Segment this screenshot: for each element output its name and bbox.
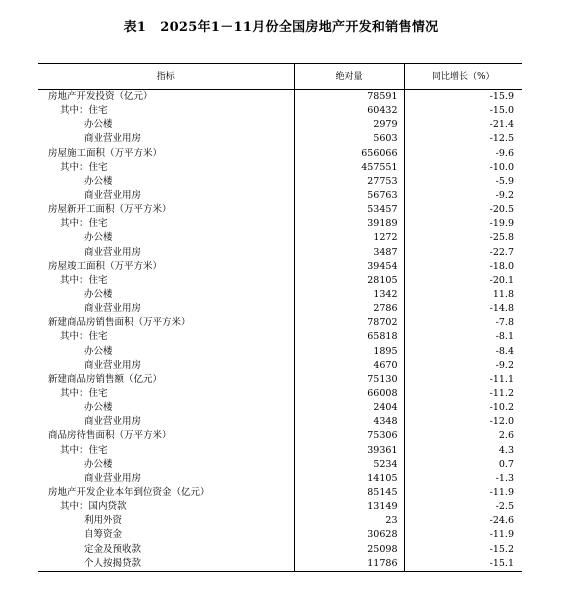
indicator-label-wrap	[48, 500, 127, 514]
row-indicator	[38, 557, 294, 572]
indicator-label: 住宅	[88, 444, 108, 456]
row-indicator	[38, 246, 294, 260]
indicator-prefix: 其中：	[60, 331, 89, 343]
indicator-label: 房屋竣工面积（万平方米）	[48, 260, 163, 272]
indicator-label-wrap	[48, 543, 141, 557]
row-indicator	[38, 359, 294, 373]
indicator-label-wrap	[48, 260, 162, 274]
row-absolute-value: 656066	[294, 147, 404, 161]
row-yoy-growth: -24.6	[404, 514, 522, 528]
row-yoy-growth: -11.9	[404, 486, 522, 500]
header-absolute-value: 绝对量	[294, 64, 404, 90]
indicator-label-wrap	[48, 246, 141, 260]
row-indicator	[38, 189, 294, 203]
row-absolute-value: 13149	[294, 500, 404, 514]
row-yoy-growth: -9.2	[404, 359, 522, 373]
row-indicator	[38, 514, 294, 528]
row-indicator	[38, 373, 294, 387]
table-header-row	[38, 64, 522, 90]
row-yoy-growth: -20.5	[404, 203, 522, 217]
indicator-label-wrap	[48, 189, 141, 203]
indicator-label: 商业营业用房	[84, 246, 142, 258]
row-absolute-value: 27753	[294, 175, 404, 189]
row-absolute-value: 66008	[294, 387, 404, 401]
indicator-label: 房地产开发投资（亿元）	[48, 91, 153, 103]
indicator-prefix: 其中：	[60, 161, 89, 173]
table-row	[38, 302, 522, 316]
row-indicator	[38, 401, 294, 415]
table-row	[38, 132, 522, 146]
row-indicator	[38, 132, 294, 146]
indicator-label-wrap	[48, 444, 108, 458]
indicator-label-wrap	[48, 330, 108, 344]
row-absolute-value: 2786	[294, 302, 404, 316]
row-yoy-growth: -11.2	[404, 387, 522, 401]
indicator-prefix: 其中：	[60, 105, 89, 117]
row-indicator	[38, 274, 294, 288]
table-row	[38, 175, 522, 189]
table-row	[38, 288, 522, 302]
row-absolute-value: 1342	[294, 288, 404, 302]
indicator-prefix: 其中：	[60, 388, 89, 400]
indicator-label: 办公楼	[84, 175, 113, 187]
row-yoy-growth: -19.9	[404, 217, 522, 231]
table-row	[38, 316, 522, 330]
table-title	[0, 16, 562, 35]
row-absolute-value: 11786	[294, 557, 404, 572]
row-yoy-growth: -8.4	[404, 345, 522, 359]
row-absolute-value: 28105	[294, 274, 404, 288]
header-indicator: 指标	[38, 64, 294, 90]
row-indicator	[38, 415, 294, 429]
indicator-label-wrap	[48, 147, 162, 161]
row-yoy-growth: -9.6	[404, 147, 522, 161]
header-yoy-growth: 同比增长（%）	[404, 64, 522, 90]
table-row	[38, 147, 522, 161]
table-row	[38, 500, 522, 514]
row-indicator	[38, 288, 294, 302]
indicator-label: 住宅	[88, 218, 108, 230]
table-row	[38, 429, 522, 443]
table-row	[38, 118, 522, 132]
row-absolute-value: 457551	[294, 161, 404, 175]
row-indicator	[38, 161, 294, 175]
row-yoy-growth: -10.2	[404, 401, 522, 415]
table-row	[38, 104, 522, 118]
indicator-label: 住宅	[88, 274, 108, 286]
table-row	[38, 359, 522, 373]
row-indicator	[38, 472, 294, 486]
row-yoy-growth: 4.3	[404, 444, 522, 458]
indicator-label: 商品房待售面积（万平方米）	[48, 430, 172, 442]
row-indicator	[38, 147, 294, 161]
indicator-label-wrap	[48, 345, 113, 359]
indicator-prefix: 其中：	[60, 218, 89, 230]
indicator-label: 办公楼	[84, 402, 113, 414]
table-row	[38, 274, 522, 288]
indicator-label-wrap	[48, 132, 141, 146]
indicator-prefix: 其中：	[60, 444, 89, 456]
indicator-label-wrap	[48, 528, 122, 542]
row-absolute-value: 75306	[294, 429, 404, 443]
statistics-table	[38, 63, 522, 572]
table-row	[38, 231, 522, 245]
table-row	[38, 373, 522, 387]
indicator-label-wrap	[48, 514, 122, 528]
indicator-label-wrap	[48, 302, 141, 316]
row-yoy-growth: -18.0	[404, 260, 522, 274]
indicator-label-wrap	[48, 203, 172, 217]
indicator-label: 商业营业用房	[84, 303, 142, 315]
row-absolute-value: 78591	[294, 90, 404, 105]
row-indicator	[38, 458, 294, 472]
table-row	[38, 486, 522, 500]
row-absolute-value: 39361	[294, 444, 404, 458]
indicator-label: 办公楼	[84, 289, 113, 301]
indicator-label: 商业营业用房	[84, 133, 142, 145]
indicator-label: 住宅	[88, 331, 108, 343]
indicator-label: 办公楼	[84, 345, 113, 357]
indicator-label-wrap	[48, 104, 108, 118]
table-row	[38, 203, 522, 217]
row-absolute-value: 3487	[294, 246, 404, 260]
row-yoy-growth: -5.9	[404, 175, 522, 189]
row-yoy-growth: -11.9	[404, 528, 522, 542]
row-absolute-value: 23	[294, 514, 404, 528]
table-row	[38, 387, 522, 401]
indicator-label: 商业营业用房	[84, 190, 142, 202]
indicator-label-wrap	[48, 118, 113, 132]
indicator-label-wrap	[48, 217, 108, 231]
row-absolute-value: 4670	[294, 359, 404, 373]
row-yoy-growth: -10.0	[404, 161, 522, 175]
row-indicator	[38, 175, 294, 189]
indicator-label-wrap	[48, 557, 141, 571]
table-body	[38, 90, 522, 572]
indicator-label: 房屋施工面积（万平方米）	[48, 147, 163, 159]
indicator-label-wrap	[48, 472, 141, 486]
indicator-label-wrap	[48, 429, 172, 443]
row-indicator	[38, 387, 294, 401]
row-indicator	[38, 486, 294, 500]
row-indicator	[38, 345, 294, 359]
indicator-label: 办公楼	[84, 119, 113, 131]
row-absolute-value: 25098	[294, 543, 404, 557]
indicator-prefix: 其中：	[60, 501, 89, 513]
indicator-label: 利用外资	[84, 515, 123, 527]
row-yoy-growth: -15.9	[404, 90, 522, 105]
row-yoy-growth: -14.8	[404, 302, 522, 316]
row-indicator	[38, 217, 294, 231]
row-absolute-value: 5234	[294, 458, 404, 472]
row-yoy-growth: -9.2	[404, 189, 522, 203]
row-absolute-value: 53457	[294, 203, 404, 217]
indicator-label-wrap	[48, 175, 113, 189]
row-yoy-growth: -1.3	[404, 472, 522, 486]
row-absolute-value: 78702	[294, 316, 404, 330]
indicator-label: 房地产开发企业本年到位资金（亿元）	[48, 487, 210, 498]
row-indicator	[38, 429, 294, 443]
row-yoy-growth: -15.0	[404, 104, 522, 118]
row-indicator	[38, 231, 294, 245]
row-absolute-value: 30628	[294, 528, 404, 542]
table-row	[38, 543, 522, 557]
indicator-label-wrap	[48, 486, 210, 500]
row-absolute-value: 56763	[294, 189, 404, 203]
indicator-label: 住宅	[88, 105, 108, 117]
table-row	[38, 345, 522, 359]
indicator-label-wrap	[48, 415, 141, 429]
table-row	[38, 514, 522, 528]
row-yoy-growth: 11.8	[404, 288, 522, 302]
table-row	[38, 217, 522, 231]
row-absolute-value: 85145	[294, 486, 404, 500]
row-absolute-value: 2404	[294, 401, 404, 415]
indicator-label: 定金及预收款	[84, 543, 142, 555]
row-indicator	[38, 90, 294, 105]
indicator-label-wrap	[48, 316, 191, 330]
row-indicator	[38, 528, 294, 542]
indicator-label: 办公楼	[84, 458, 113, 470]
indicator-label: 国内贷款	[88, 501, 127, 513]
row-yoy-growth: -2.5	[404, 500, 522, 514]
row-indicator	[38, 118, 294, 132]
table-row	[38, 90, 522, 105]
row-yoy-growth: -12.0	[404, 415, 522, 429]
indicator-label: 自筹资金	[84, 529, 123, 541]
table-number: 表1	[123, 20, 147, 35]
indicator-label: 住宅	[88, 161, 108, 173]
indicator-prefix: 其中：	[60, 274, 89, 286]
table-row	[38, 472, 522, 486]
row-absolute-value: 65818	[294, 330, 404, 344]
table-row	[38, 246, 522, 260]
row-absolute-value: 75130	[294, 373, 404, 387]
table-row	[38, 557, 522, 572]
row-yoy-growth: -22.7	[404, 246, 522, 260]
row-indicator	[38, 104, 294, 118]
row-yoy-growth: -11.1	[404, 373, 522, 387]
indicator-label-wrap	[48, 161, 108, 175]
row-indicator	[38, 260, 294, 274]
indicator-label: 个人按揭贷款	[84, 557, 142, 569]
indicator-label-wrap	[48, 288, 113, 302]
table-row	[38, 401, 522, 415]
indicator-label-wrap	[48, 231, 113, 245]
row-yoy-growth: -8.1	[404, 330, 522, 344]
indicator-label: 商业营业用房	[84, 472, 142, 484]
table-row	[38, 415, 522, 429]
row-absolute-value: 60432	[294, 104, 404, 118]
row-indicator	[38, 543, 294, 557]
row-absolute-value: 2979	[294, 118, 404, 132]
indicator-label-wrap	[48, 458, 113, 472]
table-row	[38, 458, 522, 472]
indicator-label: 商业营业用房	[84, 359, 142, 371]
row-yoy-growth: -15.1	[404, 557, 522, 572]
indicator-label-wrap	[48, 90, 153, 104]
indicator-label-wrap	[48, 359, 141, 373]
indicator-label: 办公楼	[84, 232, 113, 244]
row-indicator	[38, 316, 294, 330]
indicator-label: 新建商品房销售面积（万平方米）	[48, 317, 191, 329]
indicator-label-wrap	[48, 274, 108, 288]
indicator-label-wrap	[48, 373, 162, 387]
table-row	[38, 444, 522, 458]
indicator-label-wrap	[48, 387, 108, 401]
row-yoy-growth: 2.6	[404, 429, 522, 443]
row-yoy-growth: -20.1	[404, 274, 522, 288]
row-yoy-growth: -21.4	[404, 118, 522, 132]
table-row	[38, 330, 522, 344]
row-indicator	[38, 444, 294, 458]
row-indicator	[38, 302, 294, 316]
row-absolute-value: 1895	[294, 345, 404, 359]
table-row	[38, 528, 522, 542]
row-yoy-growth: 0.7	[404, 458, 522, 472]
row-absolute-value: 39454	[294, 260, 404, 274]
row-indicator	[38, 203, 294, 217]
indicator-label: 住宅	[88, 388, 108, 400]
row-indicator	[38, 330, 294, 344]
row-absolute-value: 4348	[294, 415, 404, 429]
row-absolute-value: 39189	[294, 217, 404, 231]
indicator-label: 房屋新开工面积（万平方米）	[48, 204, 172, 216]
row-indicator	[38, 500, 294, 514]
row-absolute-value: 14105	[294, 472, 404, 486]
row-yoy-growth: -25.8	[404, 231, 522, 245]
indicator-label: 商业营业用房	[84, 416, 142, 428]
table-title-text: 2025年1－11月份全国房地产开发和销售情况	[160, 20, 439, 35]
table-row	[38, 161, 522, 175]
indicator-label: 新建商品房销售额（亿元）	[48, 373, 163, 385]
row-yoy-growth: -12.5	[404, 132, 522, 146]
row-yoy-growth: -15.2	[404, 543, 522, 557]
indicator-label-wrap	[48, 401, 113, 415]
table-row	[38, 260, 522, 274]
row-yoy-growth: -7.8	[404, 316, 522, 330]
row-absolute-value: 1272	[294, 231, 404, 245]
table-row	[38, 189, 522, 203]
row-absolute-value: 5603	[294, 132, 404, 146]
